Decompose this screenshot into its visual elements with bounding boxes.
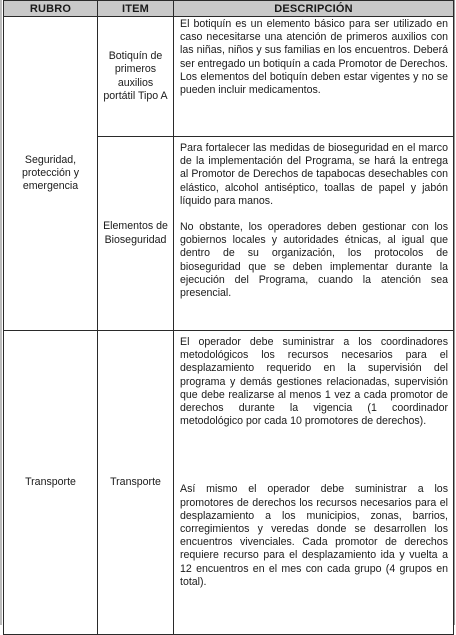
- rubro-cell-seguridad: Seguridad, protección y emergencia: [4, 17, 98, 331]
- description-paragraph: No obstante, los operadores deben gestionar con los gobiernos locales y autoridades étnicas, al igual que dentro de su organización, los protocolos de bioseguridad que se deben implementar durante la ejecución del Programa, cuando la atención sea presencial.: [180, 221, 448, 300]
- description-cell-transporte: [174, 331, 454, 635]
- description-paragraph: El botiquín es un elemento básico para ser utilizado en caso necesitarse una atención de primeros auxilios con las niñas, niños y sus familias en los encuentros. Deberá ser entregado un botiquín a cada Promotor de Derechos. Los elementos del botiquín deben estar vigentes y no se pueden incluir medicamentos.: [180, 18, 448, 97]
- item-cell-transporte: Transporte: [98, 331, 174, 635]
- header-item: ITEM: [98, 1, 174, 17]
- item-cell-botiquin: Botiquín de primeros auxilios portátil Tipo A: [98, 17, 174, 137]
- table-row: [4, 331, 454, 635]
- resource-table: [3, 0, 454, 635]
- description-cell-bioseguridad: [174, 137, 454, 331]
- header-descripcion: DESCRIPCIÓN: [174, 1, 454, 17]
- blank-space: [180, 428, 448, 483]
- item-cell-bioseguridad: Elementos de Bioseguridad: [98, 137, 174, 331]
- rubro-cell-transporte: Transporte: [4, 331, 98, 635]
- description-paragraph: El operador debe suministrar a los coordinadores metodológicos los recursos necesarios para el desplazamiento requerido en la supervisión del programa y demás gestiones relacionadas, supervisión que debe realizarse al menos 1 vez a cada promotor de derechos durante la vigencia (1 coordinador metodológico por cada 10 promotores de derechos).: [180, 336, 448, 428]
- header-rubro: RUBRO: [4, 1, 98, 17]
- table-row: [4, 17, 454, 137]
- description-paragraph: Para fortalecer las medidas de bioseguridad en el marco de la implementación del Programa, se hará la entrega al Promotor de Derechos de tapabocas desechables con elástico, alcohol antiséptico, toallas de papel y jabón líquido para manos.: [180, 142, 448, 207]
- description-paragraph: Así mismo el operador debe suministrar a los promotores de derechos los recursos necesarios para el desplazamiento a los municipios, zonas, barrios, corregimientos y veredas donde se desarrollen los encuentros vivenciales. Cada promotor de derechos requiere recurso para el desplazamiento ida y vuelta a 12 encuentros en el mes con cada grupo (4 grupos en total).: [180, 483, 448, 588]
- description-cell-botiquin: [174, 17, 454, 137]
- table-header-row: [4, 1, 454, 17]
